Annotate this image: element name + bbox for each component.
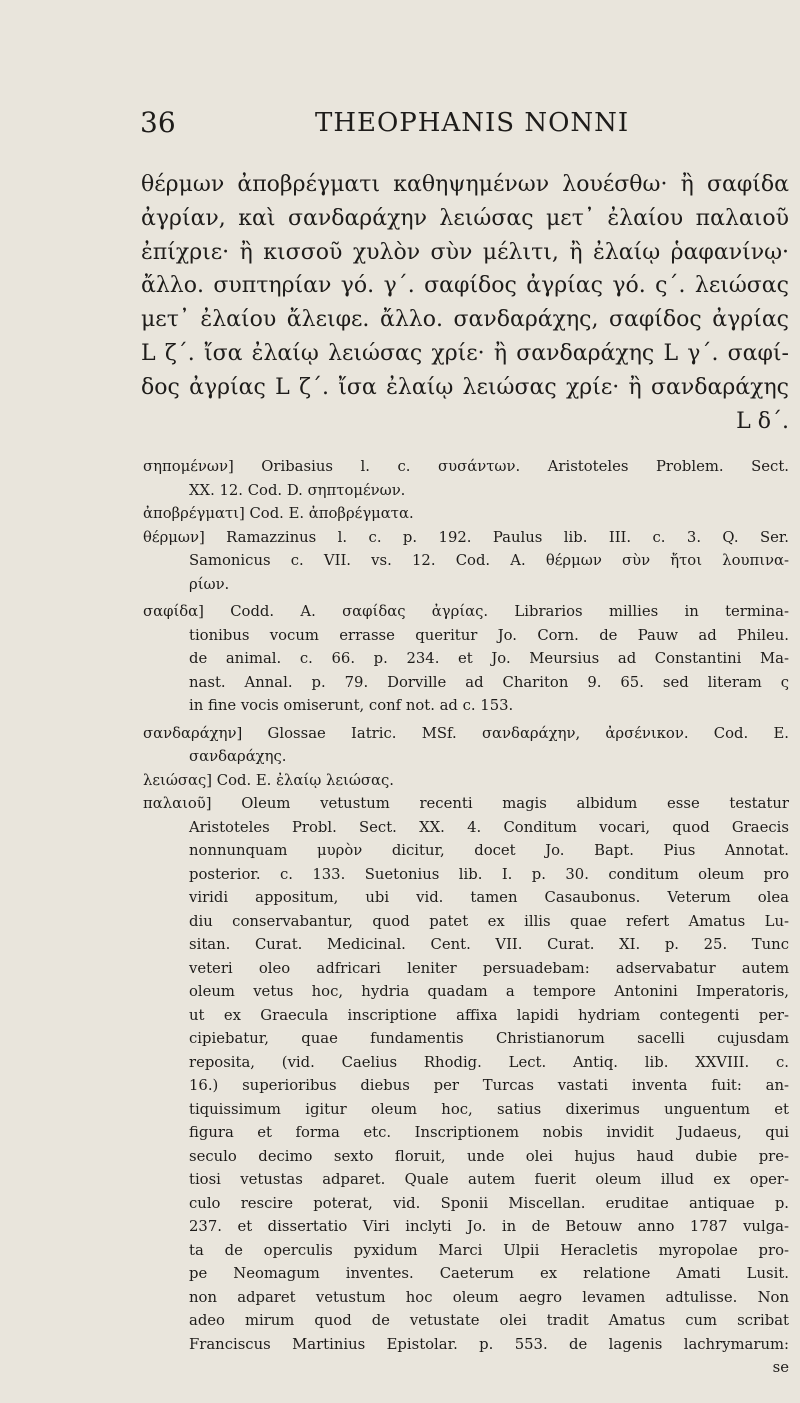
note-line: nast. Annal. p. 79. Dorville ad Chariton 9. 65. sed literam ς — [189, 673, 789, 691]
note-line: reposita, (vid. Caelius Rhodig. Lect. Antiq. lib. XXVIII. c. — [189, 1053, 789, 1071]
note-palaiou — [143, 792, 789, 1380]
critical-notes — [143, 455, 789, 1380]
note-apobregmati — [143, 502, 789, 526]
note-line: oleum vetus hoc, hydria quadam a tempore Antonini Imperatoris, — [189, 983, 789, 1000]
running-title: THEOPHANIS NONNI — [315, 108, 630, 138]
note-line: posterior. c. 133. Suetonius lib. I. p. 30. conditum oleum pro — [189, 865, 789, 883]
note-line: 16.) superioribus diebus per Turcas vastati inventa fuit: an- — [189, 1077, 789, 1094]
text-line: L δ΄. — [736, 408, 789, 434]
note-line: θέρμων] Ramazzinus l. c. p. 192. Paulus lib. III. c. 3. Q. Ser. — [143, 528, 789, 546]
note-line: σανδαράχην] Glossae Iatric. MSf. σανδαράχην, ἀρσένικον. Cod. E. — [143, 724, 789, 742]
note-line: sitan. Curat. Medicinal. Cent. VII. Curat. XI. p. 25. Tunc — [189, 936, 789, 953]
text-line: δος ἀγρίας L ζ΄. ἴσα ἐλαίῳ λειώσας χρίε· ἢ σανδαράχης — [141, 374, 789, 400]
text-line: θέρμων ἀποβρέγματι καθηψημένων λουέσθω· ἢ σαφίδα — [141, 172, 789, 197]
note-line: tionibus vocum errasse queritur Jo. Corn. de Pauw ad Phileu. — [189, 626, 789, 644]
note-line: λειώσας] Cod. E. ἐλαίῳ λειώσας. — [143, 771, 394, 789]
note-leiosas — [143, 769, 789, 793]
note-line: ρίων. — [189, 575, 230, 593]
note-sepomenon — [143, 455, 789, 502]
note-line: παλαιοῦ] Oleum vetustum recenti magis albidum esse testatur — [143, 795, 789, 812]
note-line: XX. 12. Cod. D. σηπτομένων. — [189, 481, 406, 499]
note-line: pe Neomagum inventes. Caeterum ex relatione Amati Lusit. — [189, 1265, 789, 1282]
text-line: L ζ΄. ἴσα ἐλαίῳ λειώσας χρίε· ἢ σανδαράχης L γ΄. σαφί- — [141, 340, 789, 366]
note-line: veteri oleo adfricari leniter persuadebam: adservabatur autem — [189, 959, 789, 977]
note-line: Samonicus c. VII. vs. 12. Cod. A. θέρμων σὺν ἤτοι λουπινα- — [189, 552, 789, 569]
text-line: ἀγρίαν, καὶ σανδαράχην λειώσας μετ᾽ ἐλαίου παλαιοῦ — [141, 205, 789, 231]
text-line: μετ᾽ ἐλαίου ἄλειφε. ἄλλο. σανδαράχης, σαφίδος ἀγρίας — [141, 307, 789, 333]
note-line: diu conservabantur, quod patet ex illis quae refert Amatus Lu- — [189, 912, 789, 930]
note-line: nonnunquam μυρὸν dicitur, docet Jo. Bapt. Pius Annotat. — [189, 842, 789, 859]
text-line: ἐπίχριε· ἢ κισσοῦ χυλὸν σὺν μέλιτι, ἢ ἐλαίῳ ῥαφανίνῳ· — [141, 239, 789, 265]
note-thermon — [143, 526, 789, 597]
note-line: Franciscus Martinius Epistolar. p. 553. de lagenis lachrymarum: — [189, 1335, 789, 1353]
note-line: viridi appositum, ubi vid. tamen Casaubonus. Veterum olea — [189, 889, 789, 906]
note-line: tiosi vetustas adparet. Quale autem fuerit oleum illud ex oper- — [189, 1171, 789, 1188]
note-line: ἀποβρέγματι] Cod. E. ἀποβρέγματα. — [143, 505, 414, 522]
note-line: σηπομένων] Oribasius l. c. συσάντων. Aristoteles Problem. Sect. — [143, 458, 789, 475]
note-line: non adparet vetustum hoc oleum aegro levamen adtulisse. Non — [189, 1288, 789, 1306]
catchword: se — [772, 1359, 789, 1376]
note-line: σαφίδα] Codd. A. σαφίδας ἀγρίας. Librarios millies in termina- — [143, 603, 789, 620]
note-line: de animal. c. 66. p. 234. et Jo. Meursius ad Constantini Ma- — [189, 650, 789, 667]
note-line: in fine vocis omiserunt, conf not. ad c. 153. — [189, 697, 514, 714]
note-line: ut ex Graecula inscriptione affixa lapidi hydriam contegenti per- — [189, 1006, 789, 1024]
text-line: ἄλλο. συπτηρίαν γό. γ΄. σαφίδος ἀγρίας γό. ς΄. λειώσας — [141, 273, 789, 299]
note-line: tiquissimum igitur oleum hoc, satius dixerimus unguentum et — [189, 1100, 789, 1118]
note-saphida — [143, 600, 789, 718]
note-line: seculo decimo sexto floruit, unde olei hujus haud dubie pre- — [189, 1147, 789, 1165]
note-line: cipiebatur, quae fundamentis Christianorum sacelli cujusdam — [189, 1030, 789, 1047]
note-line: Aristoteles Probl. Sect. XX. 4. Conditum vocari, quod Graecis — [189, 818, 789, 836]
page-number: 36 — [140, 106, 176, 139]
note-line: σανδαράχης. — [189, 748, 287, 765]
note-line: ta de operculis pyxidum Marci Ulpii Heracletis myropolae pro- — [189, 1241, 789, 1259]
note-line: 237. et dissertatio Viri inclyti Jo. in de Betouw anno 1787 vulga- — [189, 1218, 789, 1235]
note-sandarachen — [143, 722, 789, 769]
note-line: adeo mirum quod de vetustate olei tradit Amatus cum scribat — [189, 1312, 789, 1329]
note-line: culo rescire poterat, vid. Sponii Miscellan. eruditae antiquae p. — [189, 1194, 789, 1212]
main-greek-text — [141, 168, 789, 438]
page-header — [140, 106, 790, 140]
note-line: figura et forma etc. Inscriptionem nobis invidit Judaeus, qui — [189, 1124, 789, 1141]
